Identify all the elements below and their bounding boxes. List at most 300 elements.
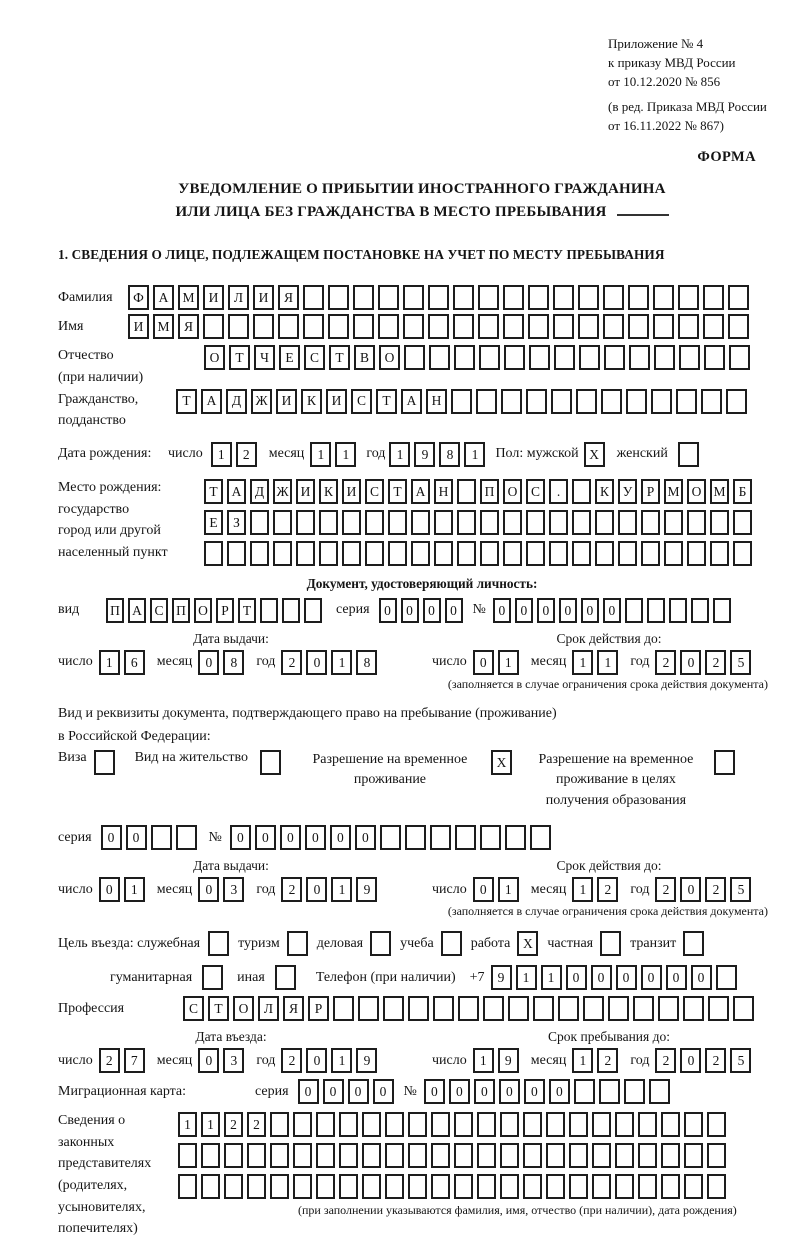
char-cell[interactable] (451, 389, 472, 414)
char-cell[interactable]: М (178, 285, 199, 310)
char-cell[interactable] (503, 285, 524, 310)
char-cell[interactable]: 0 (566, 965, 587, 990)
char-cell[interactable]: 0 (549, 1079, 570, 1104)
char-cell[interactable] (549, 510, 568, 535)
char-cell[interactable]: М (664, 479, 683, 504)
char-cell[interactable]: П (172, 598, 190, 623)
char-cell[interactable]: С (365, 479, 384, 504)
char-cell[interactable] (328, 285, 349, 310)
char-cell[interactable] (428, 314, 449, 339)
char-cell[interactable] (385, 1174, 404, 1199)
char-cell[interactable] (503, 314, 524, 339)
char-cell[interactable]: Ч (254, 345, 275, 370)
char-cell[interactable]: 2 (247, 1112, 266, 1137)
char-cell[interactable] (408, 1143, 427, 1168)
visa-checkbox[interactable] (94, 750, 115, 775)
char-cell[interactable] (273, 510, 292, 535)
char-cell[interactable] (687, 510, 706, 535)
char-cell[interactable]: Я (178, 314, 199, 339)
char-cell[interactable]: С (183, 996, 204, 1021)
char-cell[interactable]: 0 (680, 877, 701, 902)
char-cell[interactable]: . (549, 479, 568, 504)
char-cell[interactable] (603, 314, 624, 339)
char-cell[interactable] (503, 541, 522, 566)
char-cell[interactable] (480, 825, 501, 850)
char-cell[interactable] (569, 1174, 588, 1199)
char-cell[interactable]: 2 (236, 442, 257, 467)
char-cell[interactable] (253, 314, 274, 339)
char-cell[interactable]: 1 (464, 442, 485, 467)
char-cell[interactable] (599, 1079, 620, 1104)
char-cell[interactable] (385, 1112, 404, 1137)
char-cell[interactable]: И (203, 285, 224, 310)
char-cell[interactable] (683, 996, 704, 1021)
char-cell[interactable]: О (204, 345, 225, 370)
char-cell[interactable] (691, 598, 709, 623)
char-cell[interactable] (569, 1112, 588, 1137)
char-cell[interactable] (583, 996, 604, 1021)
char-cell[interactable] (201, 1143, 220, 1168)
char-cell[interactable] (353, 285, 374, 310)
char-cell[interactable]: 0 (305, 825, 326, 850)
char-cell[interactable] (434, 541, 453, 566)
char-cell[interactable] (176, 825, 197, 850)
char-cell[interactable]: 5 (730, 650, 751, 675)
char-cell[interactable] (641, 510, 660, 535)
char-cell[interactable] (629, 345, 650, 370)
char-cell[interactable]: Я (283, 996, 304, 1021)
char-cell[interactable]: 0 (306, 650, 327, 675)
char-cell[interactable] (661, 1174, 680, 1199)
char-cell[interactable]: Т (329, 345, 350, 370)
char-cell[interactable]: 0 (680, 650, 701, 675)
char-cell[interactable] (250, 510, 269, 535)
char-cell[interactable] (293, 1112, 312, 1137)
char-cell[interactable] (638, 1143, 657, 1168)
char-cell[interactable] (408, 1174, 427, 1199)
char-cell[interactable]: 0 (401, 598, 419, 623)
char-cell[interactable]: Д (226, 389, 247, 414)
char-cell[interactable] (633, 996, 654, 1021)
char-cell[interactable] (729, 345, 750, 370)
char-cell[interactable] (478, 314, 499, 339)
char-cell[interactable] (576, 389, 597, 414)
char-cell[interactable] (293, 1143, 312, 1168)
char-cell[interactable]: 0 (493, 598, 511, 623)
char-cell[interactable] (247, 1174, 266, 1199)
char-cell[interactable] (647, 598, 665, 623)
char-cell[interactable] (428, 285, 449, 310)
char-cell[interactable] (362, 1112, 381, 1137)
char-cell[interactable] (728, 285, 749, 310)
char-cell[interactable] (476, 389, 497, 414)
char-cell[interactable]: О (379, 345, 400, 370)
char-cell[interactable]: 0 (198, 1048, 219, 1073)
char-cell[interactable]: 0 (330, 825, 351, 850)
char-cell[interactable] (618, 541, 637, 566)
char-cell[interactable]: 9 (356, 1048, 377, 1073)
char-cell[interactable] (653, 314, 674, 339)
char-cell[interactable]: Т (176, 389, 197, 414)
char-cell[interactable] (303, 314, 324, 339)
char-cell[interactable] (380, 825, 401, 850)
char-cell[interactable] (523, 1143, 542, 1168)
char-cell[interactable]: К (319, 479, 338, 504)
temp-permit-checkbox[interactable]: X (491, 750, 512, 775)
char-cell[interactable]: 1 (178, 1112, 197, 1137)
char-cell[interactable] (661, 1112, 680, 1137)
char-cell[interactable] (224, 1143, 243, 1168)
char-cell[interactable] (342, 510, 361, 535)
char-cell[interactable]: 0 (355, 825, 376, 850)
char-cell[interactable] (526, 541, 545, 566)
char-cell[interactable] (638, 1112, 657, 1137)
char-cell[interactable]: 0 (473, 650, 494, 675)
char-cell[interactable]: А (128, 598, 146, 623)
char-cell[interactable]: У (618, 479, 637, 504)
char-cell[interactable]: И (128, 314, 149, 339)
char-cell[interactable] (569, 1143, 588, 1168)
char-cell[interactable] (316, 1143, 335, 1168)
char-cell[interactable] (684, 1143, 703, 1168)
char-cell[interactable] (553, 285, 574, 310)
char-cell[interactable] (403, 285, 424, 310)
purpose-work-checkbox[interactable]: X (517, 931, 538, 956)
char-cell[interactable]: Т (388, 479, 407, 504)
char-cell[interactable] (733, 541, 752, 566)
char-cell[interactable]: 1 (572, 1048, 593, 1073)
char-cell[interactable] (500, 1174, 519, 1199)
char-cell[interactable] (457, 541, 476, 566)
char-cell[interactable] (365, 541, 384, 566)
char-cell[interactable] (203, 314, 224, 339)
char-cell[interactable]: Р (216, 598, 234, 623)
char-cell[interactable]: А (401, 389, 422, 414)
char-cell[interactable]: Н (434, 479, 453, 504)
char-cell[interactable] (500, 1143, 519, 1168)
char-cell[interactable] (658, 996, 679, 1021)
char-cell[interactable]: 2 (281, 877, 302, 902)
char-cell[interactable] (457, 479, 476, 504)
char-cell[interactable] (703, 314, 724, 339)
char-cell[interactable] (549, 541, 568, 566)
char-cell[interactable]: 9 (498, 1048, 519, 1073)
residence-permit-checkbox[interactable] (260, 750, 281, 775)
char-cell[interactable]: 0 (499, 1079, 520, 1104)
char-cell[interactable] (365, 510, 384, 535)
char-cell[interactable] (595, 541, 614, 566)
char-cell[interactable]: Т (376, 389, 397, 414)
char-cell[interactable] (282, 598, 300, 623)
char-cell[interactable]: 0 (298, 1079, 319, 1104)
char-cell[interactable] (477, 1112, 496, 1137)
purpose-business-checkbox[interactable] (370, 931, 391, 956)
char-cell[interactable] (678, 314, 699, 339)
char-cell[interactable]: 8 (439, 442, 460, 467)
char-cell[interactable] (558, 996, 579, 1021)
char-cell[interactable]: 9 (356, 877, 377, 902)
char-cell[interactable]: Б (733, 479, 752, 504)
char-cell[interactable]: Р (641, 479, 660, 504)
char-cell[interactable] (477, 1143, 496, 1168)
char-cell[interactable] (303, 285, 324, 310)
char-cell[interactable] (523, 1174, 542, 1199)
char-cell[interactable] (434, 510, 453, 535)
char-cell[interactable]: С (150, 598, 168, 623)
char-cell[interactable]: 1 (331, 877, 352, 902)
char-cell[interactable] (339, 1112, 358, 1137)
char-cell[interactable]: Т (208, 996, 229, 1021)
char-cell[interactable] (649, 1079, 670, 1104)
char-cell[interactable]: Л (258, 996, 279, 1021)
char-cell[interactable] (604, 345, 625, 370)
char-cell[interactable] (273, 541, 292, 566)
char-cell[interactable] (353, 314, 374, 339)
char-cell[interactable] (592, 1143, 611, 1168)
char-cell[interactable] (664, 510, 683, 535)
char-cell[interactable]: 2 (655, 877, 676, 902)
char-cell[interactable]: 0 (280, 825, 301, 850)
char-cell[interactable]: 8 (223, 650, 244, 675)
char-cell[interactable]: О (687, 479, 706, 504)
char-cell[interactable] (454, 1143, 473, 1168)
char-cell[interactable]: 2 (281, 650, 302, 675)
edu-permit-checkbox[interactable] (714, 750, 735, 775)
char-cell[interactable]: А (227, 479, 246, 504)
char-cell[interactable] (319, 510, 338, 535)
char-cell[interactable]: Д (250, 479, 269, 504)
char-cell[interactable] (316, 1112, 335, 1137)
char-cell[interactable] (628, 314, 649, 339)
char-cell[interactable]: 1 (572, 877, 593, 902)
char-cell[interactable] (651, 389, 672, 414)
sex-female-checkbox[interactable] (678, 442, 699, 467)
char-cell[interactable] (578, 314, 599, 339)
char-cell[interactable] (453, 314, 474, 339)
char-cell[interactable] (362, 1174, 381, 1199)
char-cell[interactable]: С (304, 345, 325, 370)
title-blank-line[interactable] (617, 201, 669, 215)
char-cell[interactable]: 2 (597, 877, 618, 902)
char-cell[interactable]: 0 (379, 598, 397, 623)
char-cell[interactable] (624, 1079, 645, 1104)
char-cell[interactable] (579, 345, 600, 370)
char-cell[interactable] (404, 345, 425, 370)
char-cell[interactable] (151, 825, 172, 850)
char-cell[interactable] (526, 510, 545, 535)
char-cell[interactable] (701, 389, 722, 414)
char-cell[interactable]: А (411, 479, 430, 504)
char-cell[interactable]: 1 (211, 442, 232, 467)
char-cell[interactable] (676, 389, 697, 414)
char-cell[interactable] (378, 285, 399, 310)
char-cell[interactable] (684, 1112, 703, 1137)
sex-male-checkbox[interactable]: X (584, 442, 605, 467)
char-cell[interactable]: М (153, 314, 174, 339)
char-cell[interactable] (574, 1079, 595, 1104)
char-cell[interactable] (628, 285, 649, 310)
char-cell[interactable]: 0 (591, 965, 612, 990)
char-cell[interactable]: 1 (597, 650, 618, 675)
char-cell[interactable] (405, 825, 426, 850)
char-cell[interactable] (716, 965, 737, 990)
char-cell[interactable]: 0 (255, 825, 276, 850)
char-cell[interactable] (293, 1174, 312, 1199)
char-cell[interactable] (703, 285, 724, 310)
char-cell[interactable]: И (326, 389, 347, 414)
char-cell[interactable]: С (526, 479, 545, 504)
char-cell[interactable]: З (227, 510, 246, 535)
char-cell[interactable] (433, 996, 454, 1021)
char-cell[interactable] (533, 996, 554, 1021)
char-cell[interactable] (411, 510, 430, 535)
char-cell[interactable]: 0 (691, 965, 712, 990)
char-cell[interactable] (625, 598, 643, 623)
char-cell[interactable]: 0 (641, 965, 662, 990)
char-cell[interactable]: 1 (310, 442, 331, 467)
char-cell[interactable]: Т (204, 479, 223, 504)
char-cell[interactable] (572, 479, 591, 504)
char-cell[interactable]: 3 (223, 1048, 244, 1073)
char-cell[interactable] (713, 598, 731, 623)
char-cell[interactable]: Е (279, 345, 300, 370)
char-cell[interactable]: 0 (424, 1079, 445, 1104)
char-cell[interactable]: 1 (516, 965, 537, 990)
char-cell[interactable]: 2 (597, 1048, 618, 1073)
char-cell[interactable] (603, 285, 624, 310)
char-cell[interactable]: 0 (537, 598, 555, 623)
char-cell[interactable] (526, 389, 547, 414)
char-cell[interactable] (477, 1174, 496, 1199)
char-cell[interactable]: 0 (198, 877, 219, 902)
char-cell[interactable] (296, 510, 315, 535)
char-cell[interactable] (608, 996, 629, 1021)
char-cell[interactable]: 0 (473, 877, 494, 902)
char-cell[interactable] (278, 314, 299, 339)
char-cell[interactable]: Л (228, 285, 249, 310)
char-cell[interactable] (554, 345, 575, 370)
char-cell[interactable] (733, 510, 752, 535)
char-cell[interactable]: 0 (373, 1079, 394, 1104)
char-cell[interactable]: А (201, 389, 222, 414)
char-cell[interactable]: М (710, 479, 729, 504)
char-cell[interactable]: 0 (230, 825, 251, 850)
char-cell[interactable] (546, 1143, 565, 1168)
char-cell[interactable]: 3 (223, 877, 244, 902)
char-cell[interactable] (530, 825, 551, 850)
char-cell[interactable] (333, 996, 354, 1021)
char-cell[interactable]: Ф (128, 285, 149, 310)
char-cell[interactable] (618, 510, 637, 535)
char-cell[interactable]: 0 (348, 1079, 369, 1104)
char-cell[interactable] (455, 825, 476, 850)
char-cell[interactable] (378, 314, 399, 339)
char-cell[interactable]: К (301, 389, 322, 414)
char-cell[interactable] (601, 389, 622, 414)
char-cell[interactable] (247, 1143, 266, 1168)
char-cell[interactable] (664, 541, 683, 566)
char-cell[interactable]: 5 (730, 1048, 751, 1073)
char-cell[interactable] (661, 1143, 680, 1168)
char-cell[interactable] (431, 1112, 450, 1137)
purpose-private-checkbox[interactable] (600, 931, 621, 956)
char-cell[interactable]: А (153, 285, 174, 310)
char-cell[interactable] (453, 285, 474, 310)
char-cell[interactable]: Т (229, 345, 250, 370)
char-cell[interactable] (362, 1143, 381, 1168)
char-cell[interactable] (626, 389, 647, 414)
char-cell[interactable]: 0 (101, 825, 122, 850)
char-cell[interactable]: 1 (331, 1048, 352, 1073)
char-cell[interactable]: 0 (515, 598, 533, 623)
char-cell[interactable] (687, 541, 706, 566)
char-cell[interactable]: 2 (705, 877, 726, 902)
char-cell[interactable] (430, 825, 451, 850)
char-cell[interactable]: 0 (323, 1079, 344, 1104)
char-cell[interactable]: 0 (603, 598, 621, 623)
char-cell[interactable] (479, 345, 500, 370)
char-cell[interactable]: 2 (281, 1048, 302, 1073)
char-cell[interactable]: 0 (445, 598, 463, 623)
char-cell[interactable] (339, 1143, 358, 1168)
char-cell[interactable] (679, 345, 700, 370)
char-cell[interactable]: С (351, 389, 372, 414)
char-cell[interactable] (342, 541, 361, 566)
char-cell[interactable] (383, 996, 404, 1021)
char-cell[interactable] (480, 510, 499, 535)
char-cell[interactable]: Я (278, 285, 299, 310)
char-cell[interactable]: Н (426, 389, 447, 414)
char-cell[interactable] (429, 345, 450, 370)
char-cell[interactable] (270, 1143, 289, 1168)
char-cell[interactable]: 0 (524, 1079, 545, 1104)
char-cell[interactable]: П (480, 479, 499, 504)
char-cell[interactable]: 7 (124, 1048, 145, 1073)
char-cell[interactable] (454, 1174, 473, 1199)
char-cell[interactable] (553, 314, 574, 339)
char-cell[interactable] (669, 598, 687, 623)
char-cell[interactable]: И (342, 479, 361, 504)
char-cell[interactable]: 2 (655, 1048, 676, 1073)
char-cell[interactable] (503, 510, 522, 535)
char-cell[interactable] (707, 1143, 726, 1168)
char-cell[interactable]: 1 (473, 1048, 494, 1073)
char-cell[interactable]: О (233, 996, 254, 1021)
char-cell[interactable] (296, 541, 315, 566)
char-cell[interactable] (178, 1174, 197, 1199)
char-cell[interactable] (457, 510, 476, 535)
char-cell[interactable] (615, 1174, 634, 1199)
char-cell[interactable] (228, 314, 249, 339)
char-cell[interactable] (528, 314, 549, 339)
char-cell[interactable] (260, 598, 278, 623)
char-cell[interactable]: 0 (198, 650, 219, 675)
char-cell[interactable]: 0 (449, 1079, 470, 1104)
char-cell[interactable]: 1 (331, 650, 352, 675)
char-cell[interactable]: 1 (498, 650, 519, 675)
char-cell[interactable]: 5 (730, 877, 751, 902)
char-cell[interactable] (528, 285, 549, 310)
char-cell[interactable] (408, 996, 429, 1021)
char-cell[interactable]: Ж (251, 389, 272, 414)
purpose-study-checkbox[interactable] (441, 931, 462, 956)
char-cell[interactable]: Е (204, 510, 223, 535)
char-cell[interactable] (653, 285, 674, 310)
char-cell[interactable] (726, 389, 747, 414)
char-cell[interactable] (704, 345, 725, 370)
char-cell[interactable]: И (276, 389, 297, 414)
purpose-official-checkbox[interactable] (208, 931, 229, 956)
